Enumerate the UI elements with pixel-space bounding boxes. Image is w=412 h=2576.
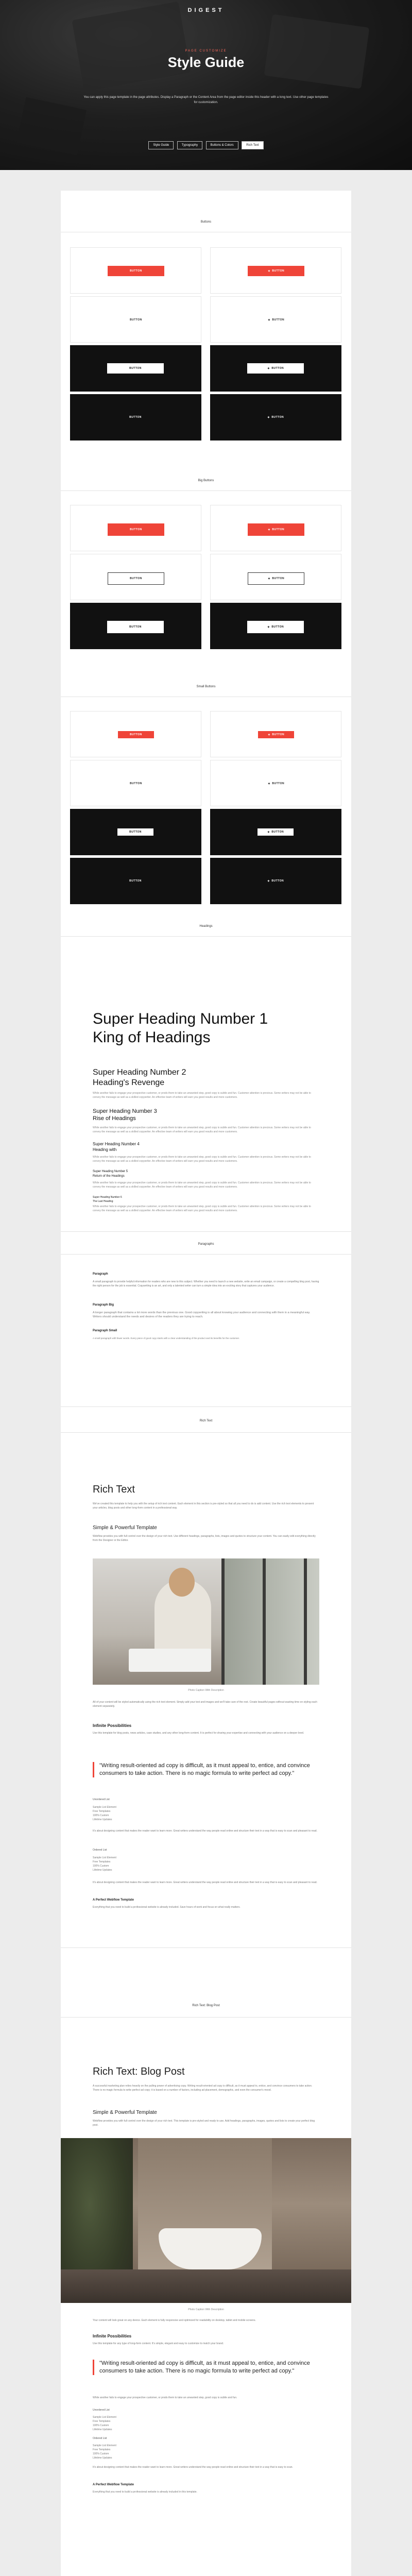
- button-label: BUTTON: [130, 782, 142, 785]
- list-item: 100% Custom: [93, 2452, 109, 2455]
- heading-body-text: While another fails to engage your prospective customer, or prods them to take an unwanted step, good copy is subtle and fun. Customer attention is precious. Some writers may not be able to convey the message as well as a skilled copywriter. An effective team of writers will earn you good results and more customers.: [93, 1092, 311, 1099]
- buttons-card: [61, 191, 351, 999]
- heading-body-text: While another fails to engage your prospective customer, or prods them to take an unwanted step, good copy is subtle and fun. Customer attention is precious. Some writers may not be able to convey the message as well as a skilled copywriter. An effective team of writers will earn you good results and more customers.: [93, 1205, 311, 1212]
- unordered-list: [93, 1805, 116, 1822]
- list-item: Lifetime Updates: [93, 1818, 112, 1821]
- small-primary-button[interactable]: [118, 731, 154, 738]
- twitter-icon: ✦: [267, 528, 271, 532]
- section-label-headings: Headings: [199, 925, 213, 928]
- small-white-button[interactable]: [117, 828, 153, 836]
- rich-text-paragraph: Webflow provides you with full control over the design of your rich text. Use different headings, paragraphs, lists, images and quotes to structure your content. You can easily edit everything directly from the Designer or the Editor.: [93, 1535, 316, 1542]
- button-label: BUTTON: [129, 416, 142, 419]
- paragraph-title: Paragraph: [93, 1273, 108, 1276]
- text-button[interactable]: [108, 315, 164, 325]
- divider: [61, 1254, 351, 1255]
- button-panel: [210, 247, 341, 294]
- heading-6: [93, 1195, 122, 1204]
- list-item: Lifetime Updates: [93, 1869, 112, 1872]
- list-item: 100% Custom: [93, 2424, 109, 2427]
- button-label: BUTTON: [129, 879, 142, 883]
- button-label: BUTTON: [272, 528, 285, 531]
- button-panel-dark: [70, 394, 201, 440]
- blog-paragraph: Everything that you need to build a professional website is already included in this template.: [93, 2490, 197, 2494]
- big-primary-button[interactable]: [108, 523, 164, 536]
- heading-4-line-1: Super Heading Number 4: [93, 1142, 140, 1146]
- heading-5: [93, 1170, 128, 1179]
- section-label-blog-post: Rich Text: Blog Post: [192, 2004, 220, 2007]
- button-label: BUTTON: [129, 625, 142, 629]
- hero-section: [0, 0, 412, 170]
- button-label: BUTTON: [271, 831, 284, 834]
- text-icon-button[interactable]: [248, 315, 304, 325]
- button-panel: [70, 505, 201, 551]
- big-white-icon-button[interactable]: [247, 621, 304, 633]
- list-title: Ordered List: [93, 2437, 107, 2440]
- heading-3-line-2: Rise of Headings: [93, 1115, 136, 1122]
- button-panel: [70, 554, 201, 600]
- paragraph-big-text: A longer paragraph that contains a lot more words than the previous one. Good copywriting is all about knowing your audience and connecting with them in a meaningful way. Writers should understand the needs and desires of the readers they are trying to reach.: [93, 1311, 311, 1318]
- list-item: Sample List Element: [93, 1806, 116, 1809]
- photo-window-frame: [221, 1558, 225, 1685]
- divider: [61, 1947, 351, 1948]
- button-panel: [210, 711, 341, 757]
- blog-subheading: Infinite Possibilities: [93, 2334, 132, 2338]
- list-item: Free Templates: [93, 2420, 111, 2423]
- rich-text-intro: We've created this template to help you with the setup of rich text content. Each element in this section is pre-styled so that all you need to do is add content. Use the rich text elements to present your articles, blog posts and other long-form content in a professional way.: [93, 1502, 314, 1510]
- heading-body-text: While another fails to engage your prospective customer, or prods them to take an unwanted step, good copy is subtle and fun. Customer attention is precious. Some writers may not be able to convey the message as well as a skilled copywriter. An effective team of writers will earn you good results and more customers.: [93, 1156, 311, 1163]
- dark-text-button[interactable]: [107, 412, 164, 422]
- button-panel-dark: [210, 858, 341, 904]
- rich-text-paragraph: Everything that you need to build a professional website is already included. Save hours of work and focus on what really matters.: [93, 1906, 241, 1909]
- twitter-icon: ✦: [267, 269, 271, 273]
- white-button[interactable]: [107, 363, 164, 374]
- blog-intro: A successful marketing plan relies heavily on the pulling power of advertising copy. Writing result-oriented ad copy is difficult, as it must appeal to, entice, and convince consumers to take action. There is no magic formula to write perfect ad copy; it is based on a number of factors, including ad placement, demographic, and even the consumer's mood.: [93, 2084, 313, 2092]
- photo-floor: [61, 2269, 351, 2303]
- heading-1-line-2: King of Headings: [93, 1029, 211, 1046]
- button-panel-dark: [70, 858, 201, 904]
- button-label: BUTTON: [130, 577, 142, 580]
- blockquote: "Writing result-oriented ad copy is difficult, as it must appeal to, entice, and convince consumers to take action. There is no magic formula to write perfect ad copy.": [93, 1762, 319, 1777]
- blog-subheading: Simple & Powerful Template: [93, 2110, 157, 2115]
- blog-paragraph: Your content will look great on any device. Each element is fully responsive and optimized for readability on desktop, tablet and mobile screens.: [93, 2319, 256, 2322]
- small-white-icon-button[interactable]: [258, 828, 294, 836]
- list-item: Free Templates: [93, 1810, 111, 1813]
- button-panel: [70, 760, 201, 806]
- heading-6-line-2: The Last Heading: [93, 1200, 113, 1203]
- blockquote: "Writing result-oriented ad copy is difficult, as it must appeal to, entice, and convince consumers to take action. There is no magic formula to write perfect ad copy.": [93, 2360, 319, 2375]
- section-label-rich-text: Rich Text: [199, 1419, 213, 1422]
- small-dark-text-icon-button[interactable]: [258, 877, 294, 885]
- divider: [61, 1231, 351, 1232]
- heading-body-text: While another fails to engage your prospective customer, or prods them to take an unwanted step, good copy is subtle and fun. Customer attention is precious. Some writers may not be able to convey the message as well as a skilled copywriter. An effective team of writers will earn you good results and more customers.: [93, 1181, 311, 1189]
- tab-typography[interactable]: Typography: [177, 141, 202, 149]
- button-panel-dark: [70, 345, 201, 392]
- button-panel-dark: [210, 809, 341, 855]
- rich-text-card: [61, 1463, 351, 2045]
- button-panel: [70, 711, 201, 757]
- heading-2-line-1: Super Heading Number 2: [93, 1068, 186, 1077]
- rich-text-subheading: Infinite Possibilities: [93, 1723, 132, 1728]
- small-primary-icon-button[interactable]: [258, 731, 294, 738]
- divider: [61, 936, 351, 937]
- button-panel: [210, 505, 341, 551]
- button-label: BUTTON: [271, 416, 284, 419]
- photo-window-frame: [304, 1558, 307, 1685]
- heading-5-line-1: Super Heading Number 5: [93, 1170, 128, 1173]
- rich-text-photo: [93, 1558, 319, 1685]
- button-label: BUTTON: [130, 269, 142, 273]
- heading-3: [93, 1108, 157, 1122]
- list-item: Sample List Element: [93, 2444, 116, 2447]
- small-text-button[interactable]: [118, 780, 154, 787]
- small-dark-text-button[interactable]: [117, 877, 153, 885]
- big-outline-button[interactable]: [108, 572, 164, 585]
- button-label: BUTTON: [272, 782, 285, 785]
- hero-tabs: [0, 139, 412, 149]
- twitter-icon: ✦: [267, 625, 270, 629]
- list-item: Sample List Element: [93, 1856, 116, 1859]
- button-label: BUTTON: [129, 367, 142, 370]
- button-panel: [210, 296, 341, 343]
- button-panel: [70, 296, 201, 343]
- rich-text-paragraph: All of your content will be styled automatically using the rich text element. Simply add your text and images and we'll take care of the rest. Create beautiful pages without wasting time on styling each element separately.: [93, 1701, 317, 1708]
- photo-caption: Photo Caption With Description: [188, 2308, 224, 2311]
- button-label: BUTTON: [271, 625, 284, 629]
- button-panel: [70, 247, 201, 294]
- button-label: BUTTON: [272, 577, 285, 580]
- blog-title: Rich Text: Blog Post: [93, 2066, 185, 2077]
- list-title: Ordered List: [93, 1849, 107, 1852]
- site-logo[interactable]: DIGEST: [187, 7, 225, 13]
- button-label: BUTTON: [272, 269, 285, 273]
- big-primary-icon-button[interactable]: [248, 523, 304, 536]
- blog-paragraph: While another fails to engage your prospective customer, or prods them to take an unwanted step, good copy is subtle and fun.: [93, 2396, 237, 2399]
- list-item: Lifetime Updates: [93, 2456, 112, 2460]
- heading-3-line-1: Super Heading Number 3: [93, 1108, 157, 1114]
- page-title: Style Guide: [167, 55, 245, 70]
- button-panel-dark: [210, 394, 341, 440]
- ordered-list: [93, 2444, 116, 2460]
- rich-text-paragraph: Use this template for blog posts, news articles, case studies, and any other long-form content. It is perfect for sharing your expertise and connecting with your audience on a deeper level.: [93, 1732, 304, 1735]
- paragraph-text: A small paragraph to provide helpful information for readers who are new to this subject. Whether you need to launch a new website, write an email campaign, or create a compelling blog post, having the right person for the job is essential. Copywriting is an art, and only a talented writer can turn a simple idea into an exciting story that captures your audience.: [93, 1280, 319, 1287]
- heading-4-line-2: Heading with: [93, 1147, 117, 1152]
- photo-window-frame: [263, 1558, 266, 1685]
- heading-2: [93, 1067, 186, 1088]
- blog-paragraph: Use this template for any type of long-form content. It's simple, elegant and easy to customize to match your brand.: [93, 2342, 224, 2345]
- button-panel-dark: [70, 809, 201, 855]
- list-item: Sample List Element: [93, 2416, 116, 2419]
- primary-button[interactable]: [108, 266, 164, 276]
- section-label-paragraphs: Paragraphs: [198, 1243, 214, 1246]
- heading-1: [93, 1010, 268, 1047]
- button-panel-dark: [210, 603, 341, 649]
- paragraph-small-text: A small paragraph with fewer words. Every piece of good copy starts with a clear understanding of the product and its benefits for the customer.: [93, 1337, 240, 1340]
- blog-photo: [61, 2138, 351, 2303]
- blog-photo-wrapper: [61, 2138, 351, 2303]
- divider: [61, 490, 351, 491]
- button-panel: [210, 554, 341, 600]
- list-item: 100% Custom: [93, 1865, 109, 1868]
- divider: [61, 1432, 351, 1433]
- list-title: Unordered List: [93, 2409, 110, 2412]
- rich-text-paragraph: It's about designing content that makes the reader want to learn more. Great writers understand the way people read online and structure their text in a way that is easy to scan and pleasant to read.: [93, 1829, 317, 1833]
- list-item: Free Templates: [93, 1860, 111, 1863]
- photo-bathtub: [159, 2228, 262, 2269]
- photo-caption: Photo Caption With Description: [188, 1689, 224, 1692]
- twitter-icon: ✦: [267, 318, 271, 322]
- twitter-icon: ✦: [267, 879, 270, 883]
- blog-subheading: A Perfect Webflow Template: [93, 2483, 134, 2486]
- button-panel: [210, 760, 341, 806]
- unordered-list: [93, 2415, 116, 2432]
- button-label: BUTTON: [130, 733, 142, 736]
- tab-rich-text[interactable]: Rich Text: [242, 141, 264, 149]
- white-icon-button[interactable]: [247, 363, 304, 374]
- headings-card: [61, 999, 351, 1463]
- blog-paragraph: Webflow provides you with full control over the design of your rich text. This template is pre-styled and ready to use. Add headings, paragraphs, images, quotes and lists to create your perfect blog post.: [93, 2120, 315, 2127]
- list-item: 100% Custom: [93, 1814, 109, 1817]
- heading-body-text: While another fails to engage your prospective customer, or prods them to take an unwanted step, good copy is subtle and fun. Customer attention is precious. Some writers may not be able to convey the message as well as a skilled copywriter. An effective team of writers will earn you good results and more customers.: [93, 1126, 311, 1133]
- button-label: BUTTON: [130, 318, 142, 321]
- twitter-icon: ✦: [267, 782, 271, 786]
- button-panel-dark: [210, 345, 341, 392]
- twitter-icon: ✦: [267, 367, 270, 370]
- twitter-icon: ✦: [267, 416, 270, 419]
- button-label: BUTTON: [272, 318, 285, 321]
- button-label: BUTTON: [130, 528, 142, 531]
- rich-text-subheading: A Perfect Webflow Template: [93, 1899, 134, 1902]
- heading-2-line-2: Heading's Revenge: [93, 1078, 165, 1087]
- button-label: BUTTON: [272, 733, 285, 736]
- section-label-buttons: Buttons: [200, 221, 212, 224]
- blog-paragraph: It's about designing content that makes the reader want to learn more. Great writers understand the way people read online and structure their text in a way that is easy to scan.: [93, 2466, 293, 2469]
- section-label-big-buttons: Big Buttons: [198, 479, 214, 482]
- rich-text-title: Rich Text: [93, 1484, 135, 1495]
- list-item: Lifetime Updates: [93, 2428, 112, 2431]
- dark-text-icon-button[interactable]: [247, 412, 304, 422]
- tab-style-guide[interactable]: Style Guide: [148, 141, 174, 149]
- divider: [61, 1406, 351, 1407]
- rich-text-subheading: Simple & Powerful Template: [93, 1525, 157, 1531]
- list-title: Unordered List: [93, 1798, 110, 1801]
- button-label: BUTTON: [271, 879, 284, 883]
- button-panel-dark: [70, 603, 201, 649]
- primary-icon-button[interactable]: [248, 266, 304, 276]
- hero-subtitle: PAGE CUSTOMIZE: [185, 49, 227, 53]
- heading-6-line-1: Super Heading Number 6: [93, 1196, 122, 1199]
- blog-post-card: [61, 2045, 351, 2576]
- ordered-list: [93, 1856, 116, 1872]
- big-white-button[interactable]: [107, 621, 164, 633]
- heading-1-line-1: Super Heading Number 1: [93, 1010, 268, 1027]
- photo-person-head: [169, 1568, 195, 1597]
- paragraph-small-title: Paragraph Small: [93, 1329, 117, 1332]
- divider: [61, 2017, 351, 2018]
- twitter-icon: ✦: [267, 733, 271, 737]
- section-label-small-buttons: Small Buttons: [196, 685, 216, 688]
- list-item: Free Templates: [93, 2448, 111, 2451]
- twitter-icon: ✦: [267, 831, 270, 834]
- heading-4: [93, 1141, 140, 1153]
- twitter-icon: ✦: [267, 577, 271, 581]
- paragraph-big-title: Paragraph Big: [93, 1303, 114, 1307]
- photo-laptop: [129, 1649, 211, 1672]
- button-label: BUTTON: [271, 367, 284, 370]
- hero-description: You can apply this page template in the page attributes. Display a Paragraph or the Content Area from the page editor inside this header with a long text. Use other page templates for customization.: [83, 96, 329, 104]
- tab-buttons-colors[interactable]: Buttons & Colors: [206, 141, 238, 149]
- rich-text-paragraph: It's about designing content that makes the reader want to learn more. Great writers understand the way people read online and structure their text in a way that is easy to scan and pleasant to read.: [93, 1881, 317, 1884]
- big-outline-icon-button[interactable]: [248, 572, 304, 585]
- small-text-icon-button[interactable]: [258, 780, 294, 787]
- button-label: BUTTON: [129, 831, 142, 834]
- heading-5-line-2: Return of the Headings: [93, 1175, 125, 1178]
